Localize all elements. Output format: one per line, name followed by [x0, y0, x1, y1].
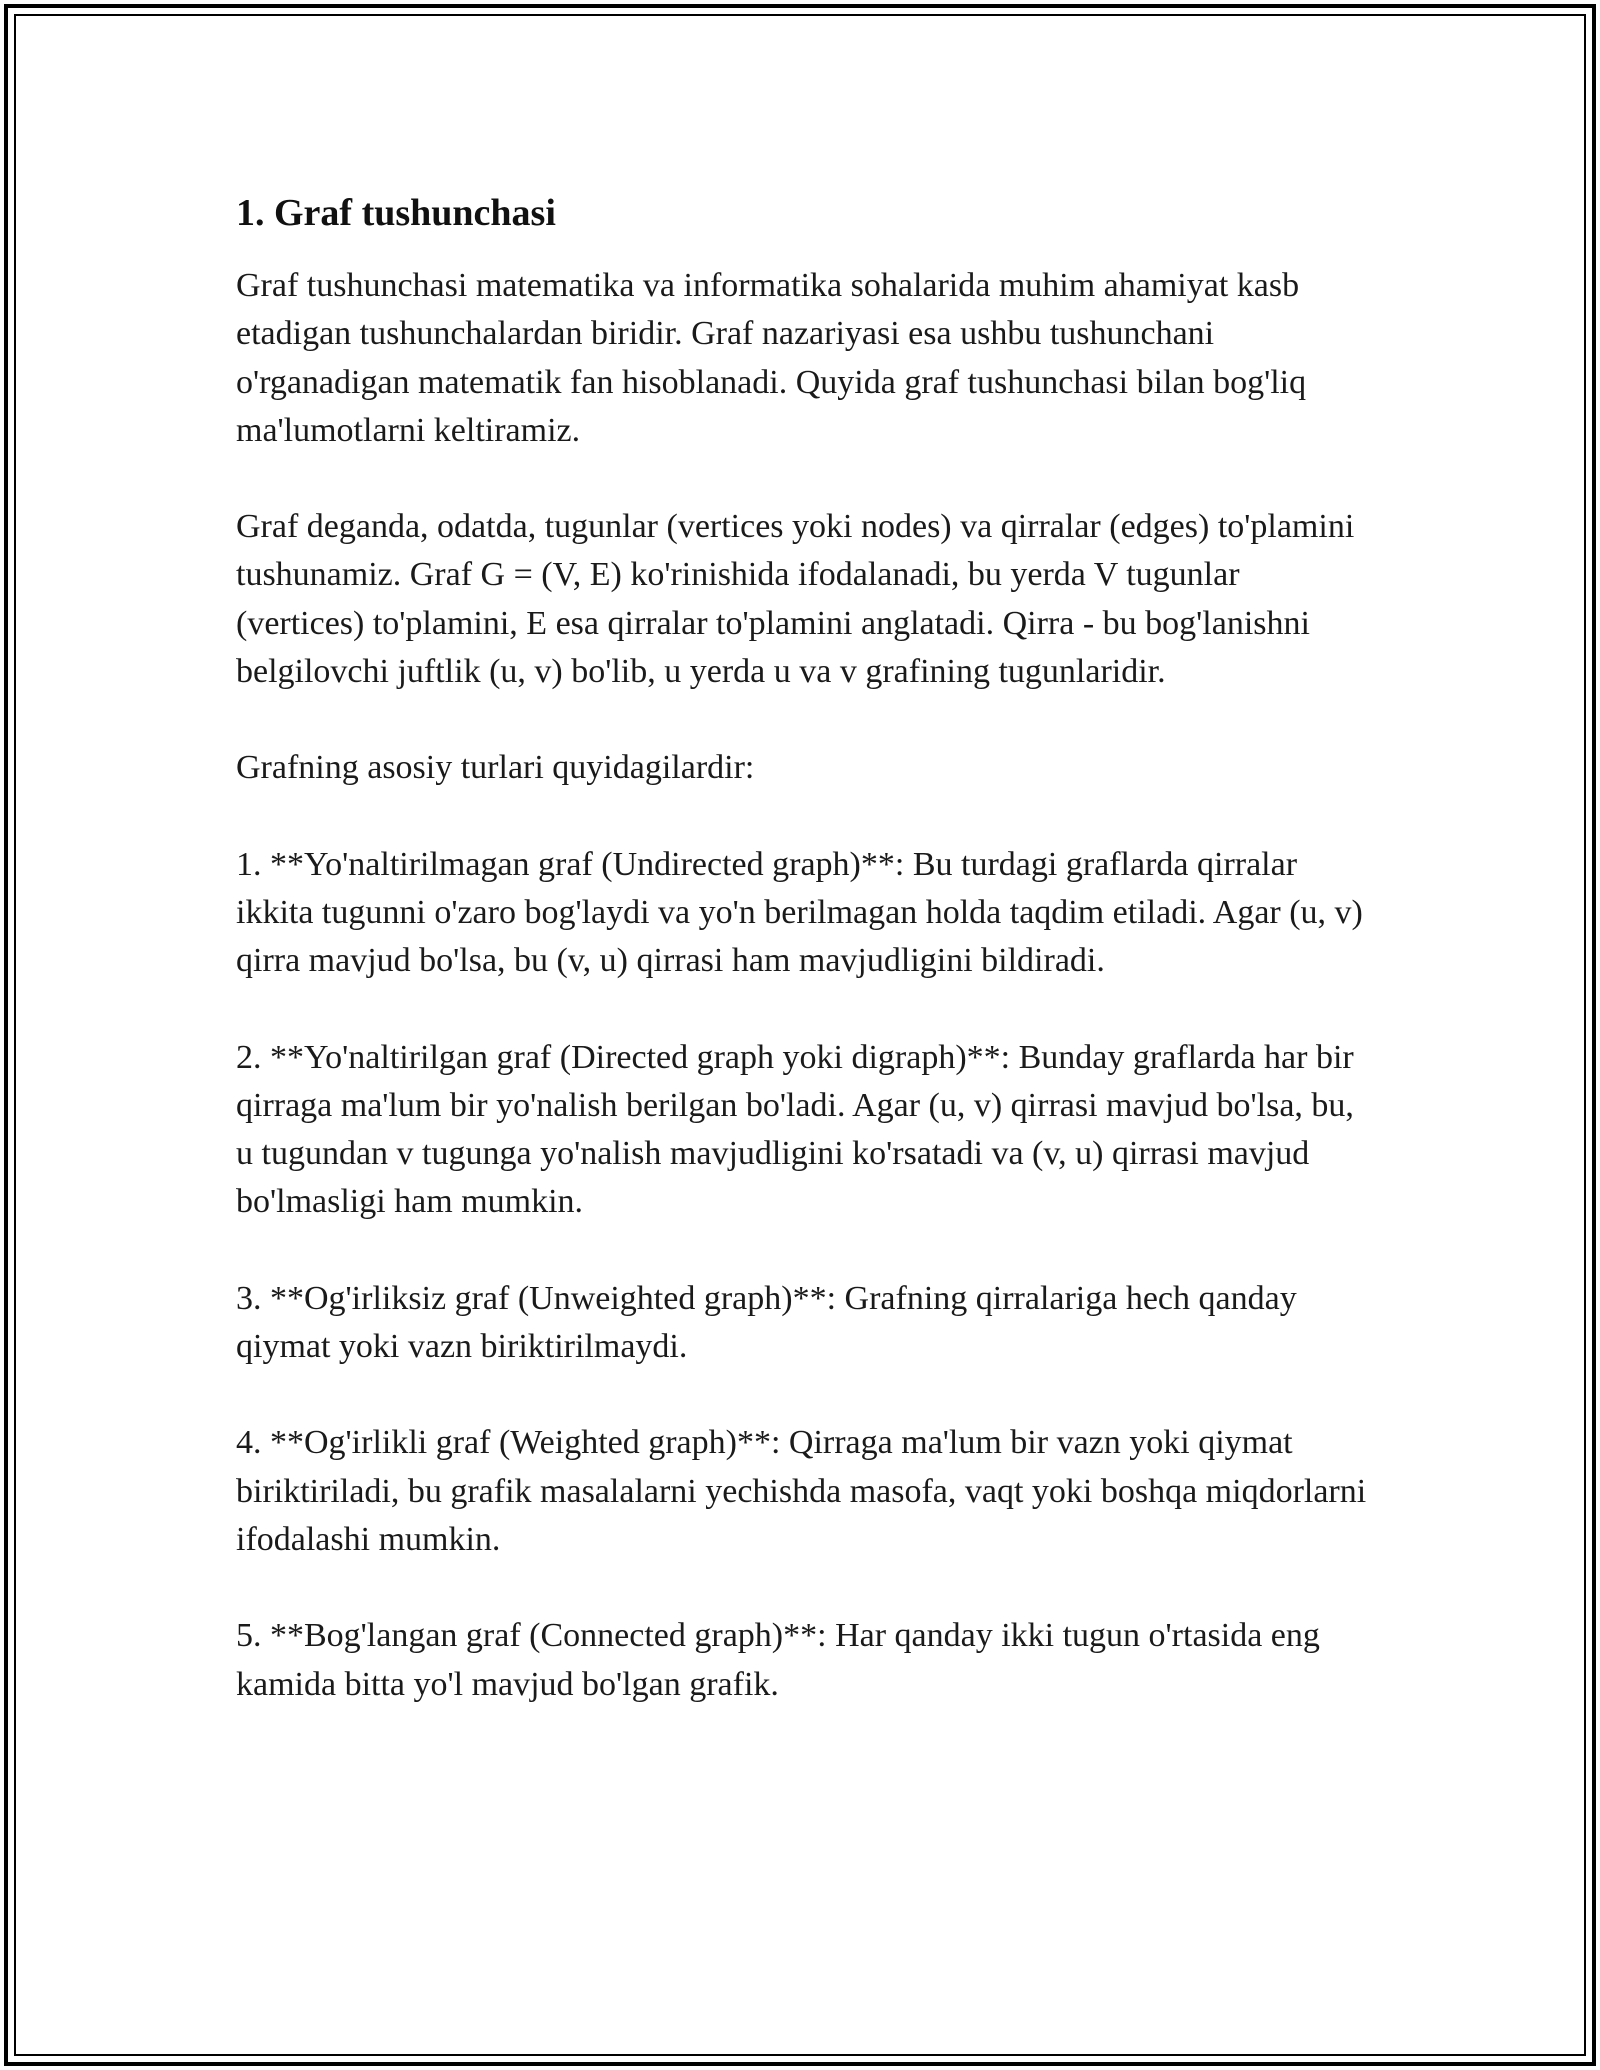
- list-item-unweighted: 3. **Og'irliksiz graf (Unweighted graph)**: Grafning qirralariga hech qanday qiymat yoki vazn biriktirilmaydi.: [236, 1279, 1297, 1366]
- paragraph-intro: Graf tushunchasi matematika va informatika sohalarida muhim ahamiyat kasb etadigan tushunchalardan biridir. Graf nazariyasi esa ushbu tushunchani o'rganadigan matematik fan hisoblanadi. Quyida graf tushunchasi bilan bog'liq ma'lumotlarni keltiramiz.: [236, 267, 1307, 449]
- document-title: 1. Graf tushunchasi: [236, 192, 556, 234]
- paragraph-definition: Graf deganda, odatda, tugunlar (vertices yoki nodes) va qirralar (edges) to'plamini tushunamiz. Graf G = (V, E) ko'rinishida ifodalanadi, bu yerda V tugunlar (vertices) to'plamini, E esa qirralar to'plamini anglatadi. Qirra - bu bog'lanishni belgilovchi juftlik (u, v) bo'lib, u yerda u va v grafining tugunlaridir.: [236, 508, 1355, 691]
- document-body: [236, 188, 1376, 1757]
- list-item-directed: 2. **Yo'naltirilgan graf (Directed graph yoki digraph)**: Bunday graflarda har bir qirraga ma'lum bir yo'nalish berilgan bo'ladi. Agar (u, v) qirrasi mavjud bo'lsa, bu, u tugundan v tugunga yo'nalish mavjudligini ko'rsatadi va (v, u) qirrasi mavjud bo'lmasligi ham mumkin.: [236, 1038, 1354, 1221]
- paragraph-types-intro: Grafning asosiy turlari quyidagilardir:: [236, 749, 755, 787]
- list-item-undirected: 1. **Yo'naltirilmagan graf (Undirected graph)**: Bu turdagi graflarda qirralar ikkita tugunni o'zaro bog'laydi va yo'n berilmagan holda taqdim etiladi. Agar (u, v) qirra mavjud bo'lsa, bu (v, u) qirrasi ham mavjudligini bildiradi.: [236, 845, 1363, 980]
- list-item-weighted: 4. **Og'irlikli graf (Weighted graph)**: Qirraga ma'lum bir vazn yoki qiymat biriktiriladi, bu grafik masalalarni yechishda masofa, vaqt yoki boshqa miqdorlarni ifodalashi mumkin.: [236, 1424, 1367, 1558]
- list-item-connected: 5. **Bog'langan graf (Connected graph)**: Har qanday ikki tugun o'rtasida eng kamida bitta yo'l mavjud bo'lgan grafik.: [236, 1617, 1320, 1703]
